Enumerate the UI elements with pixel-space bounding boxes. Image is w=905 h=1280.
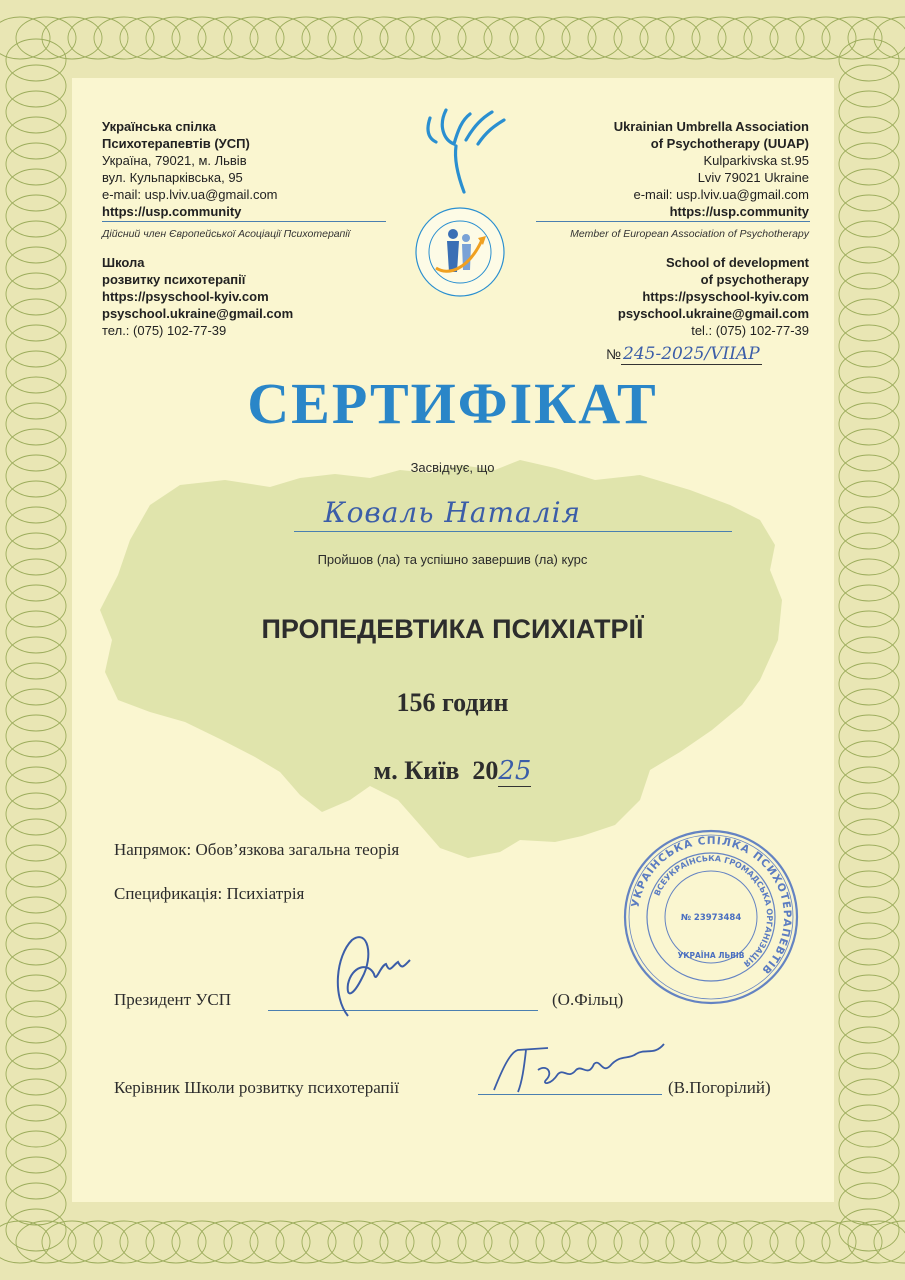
school-website-uk: https://psyschool-kyiv.com xyxy=(102,289,269,304)
direction-value: Обов’язкова загальна теорія xyxy=(195,840,400,859)
course-hours: 156 годин xyxy=(396,688,509,717)
email-en: e-mail: usp.lviv.ua@gmail.com xyxy=(633,187,809,202)
right-school-block xyxy=(618,254,809,339)
school-name-uk-2: розвитку психотерапії xyxy=(102,272,246,287)
recipient-name: Коваль Наталія xyxy=(323,496,582,529)
right-header-rule xyxy=(536,221,810,222)
recipient-name-line xyxy=(294,531,732,532)
right-header xyxy=(614,118,809,220)
left-header-rule xyxy=(102,221,386,222)
direction xyxy=(114,840,399,860)
president-signature xyxy=(318,926,418,1022)
school-name-en-1: School of development xyxy=(665,255,809,270)
membership-en: Member of European Association of Psychotherapy xyxy=(570,228,809,240)
certificate-title: СЕРТИФІКАТ xyxy=(247,371,658,436)
president-label: Президент УСП xyxy=(114,990,231,1009)
left-school-block xyxy=(102,254,293,339)
org-name-en-1: Ukrainian Umbrella Association xyxy=(613,119,809,134)
website-uk: https://usp.community xyxy=(102,204,242,219)
certificate-number-value: 245-2025/VIIAP xyxy=(623,344,760,364)
president-name: (О.Фільц) xyxy=(552,990,624,1009)
address-uk-2: вул. Кульпарківська, 95 xyxy=(102,170,243,185)
address-uk-1: Україна, 79021, м. Львів xyxy=(102,153,247,168)
course-name: ПРОПЕДЕВТИКА ПСИХІАТРІЇ xyxy=(261,614,644,644)
direction-label: Напрямок: xyxy=(114,840,192,859)
address-en-2: Lviv 79021 Ukraine xyxy=(697,170,809,185)
school-name-uk-1: Школа xyxy=(102,255,145,270)
school-head-name: (В.Погорілий) xyxy=(668,1078,771,1097)
certifies-text: Засвідчує, що xyxy=(410,460,495,475)
membership-uk: Дійсний член Європейської Асоціації Психотерапії xyxy=(102,228,350,240)
usp-logo xyxy=(408,100,514,308)
stamp-bottom-text: УКРАЇНА ЛЬВІВ xyxy=(677,951,745,960)
email-uk: e-mail: usp.lviv.ua@gmail.com xyxy=(102,187,278,202)
certificate-number-prefix: № xyxy=(606,346,622,362)
phone-en: tel.: (075) 102-77-39 xyxy=(691,323,809,338)
completed-text: Пройшов (ла) та успішно завершив (ла) курс xyxy=(317,552,588,567)
school-email-en: psyschool.ukraine@gmail.com xyxy=(617,306,809,321)
address-en-1: Kulparkivska st.95 xyxy=(703,153,809,168)
org-name-en-2: of Psychotherapy (UUAP) xyxy=(650,136,809,151)
certificate-number xyxy=(606,344,762,364)
school-name-en-2: of psychotherapy xyxy=(700,272,809,287)
school-website-en: https://psyschool-kyiv.com xyxy=(642,289,809,304)
city-year xyxy=(0,756,905,786)
org-name-uk-2: Психотерапевтів (УСП) xyxy=(102,136,250,151)
left-header xyxy=(102,118,278,220)
website-en: https://usp.community xyxy=(669,204,809,219)
school-email-uk: psyschool.ukraine@gmail.com xyxy=(102,306,294,321)
year-printed: 20 xyxy=(472,756,499,785)
specification xyxy=(114,884,304,904)
school-head-label: Керівник Школи розвитку психотерапії xyxy=(114,1078,400,1097)
org-name-uk-1: Українська спілка xyxy=(102,119,217,134)
stamp-number: № 23973484 xyxy=(680,913,742,923)
stamp-inner-text: ВСЕУКРАЇНСЬКА ГРОМАДСЬКА ОРГАНІЗАЦІЯ xyxy=(652,853,775,969)
specification-value: Психіатрія xyxy=(226,884,305,903)
school-head-signature xyxy=(488,1030,688,1102)
phone-uk: тел.: (075) 102-77-39 xyxy=(102,323,227,338)
stamp-ring-text: УКРАЇНСЬКА СПІЛКА ПСИХОТЕРАПЕВТІВ xyxy=(629,834,794,977)
year-handwritten: 25 xyxy=(498,756,532,786)
official-stamp xyxy=(622,828,800,1006)
specification-label: Спецификація: xyxy=(114,884,223,903)
city: м. Київ xyxy=(373,756,460,785)
